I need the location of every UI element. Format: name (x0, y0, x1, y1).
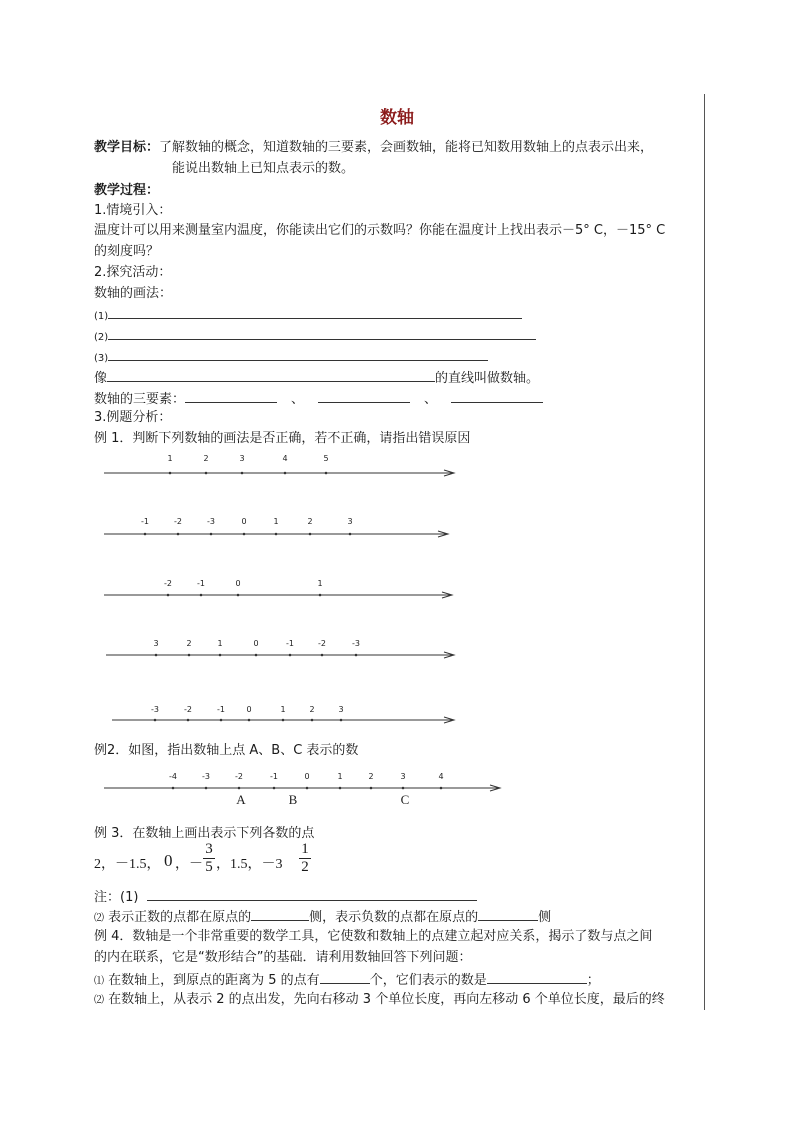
drawing-method-label: 数轴的画法： (94, 286, 173, 301)
axis-5-tick-label: -3 (151, 705, 159, 714)
step2-number: (2) (94, 332, 109, 343)
tick-mark (319, 594, 322, 597)
step1-row (94, 306, 522, 325)
example2-tick-label: 1 (337, 772, 343, 781)
tick-mark (210, 533, 213, 536)
axis-3-tick-label: 0 (235, 579, 241, 588)
tick-mark (284, 472, 287, 475)
tick-mark (282, 719, 285, 722)
axis-4-tick-label: 2 (186, 639, 192, 648)
axis-3 (100, 578, 460, 603)
axis-2-tick-label: -2 (174, 517, 182, 526)
step2-row (94, 327, 536, 346)
question1-number: ⑴ (94, 976, 104, 987)
tick-mark (177, 533, 180, 536)
note2-blank-2[interactable] (478, 908, 538, 921)
tick-mark (154, 719, 157, 722)
axis-definition-blank[interactable] (107, 369, 435, 382)
example2-tick-label: -4 (169, 772, 177, 781)
tick-mark (309, 533, 312, 536)
axis-1 (100, 455, 460, 480)
section1-line2: 的刻度吗？ (94, 244, 160, 259)
fraction-2-numerator: 1 (301, 841, 309, 857)
three-elements-label: 数轴的三要素： (94, 392, 186, 407)
axis-4-tick-label: 3 (153, 639, 159, 648)
step1-blank[interactable] (108, 306, 522, 319)
note2-text-a: 表示正数的点都在原点的 (108, 910, 252, 925)
example2-text: 例2．如图，指出数轴上点 A、B、C 表示的数 (94, 743, 359, 758)
axis-2-tick-label: -1 (141, 517, 149, 526)
axis-definition-row (94, 369, 539, 387)
like-prefix: 像 (94, 371, 108, 386)
tick-mark (144, 533, 147, 536)
example4-line2: 的内在联系，它是“数形结合”的基础．请利用数轴回答下列问题： (94, 950, 472, 965)
tick-mark (370, 787, 373, 790)
question2-number: ⑵ (94, 995, 104, 1006)
axis-5-tick-label: 2 (309, 705, 315, 714)
question1-text-a: 在数轴上，到原点的距离为 5 的点有 (108, 973, 320, 988)
axis-3-tick-label: 1 (317, 579, 323, 588)
axis-1-tick-label: 4 (282, 454, 288, 463)
example2-tick-label: 2 (368, 772, 374, 781)
section1-title: 1.情境引入： (94, 203, 172, 218)
axis-4-tick-label: 1 (217, 639, 223, 648)
axis-3-tick-label: -1 (197, 579, 205, 588)
element-blank-1[interactable] (185, 390, 277, 403)
example2-tick-label: -2 (235, 772, 243, 781)
tick-mark (325, 472, 328, 475)
axis-5-ticks (151, 705, 344, 721)
tick-mark (200, 594, 203, 597)
axis-2-tick-label: 3 (347, 517, 353, 526)
objective-text-1: 了解数轴的概念，知道数轴的三要素，会画数轴，能将已知数用数轴上的点表示出来， (159, 140, 654, 155)
step3-row (94, 348, 488, 367)
axis-1-tick-label: 1 (167, 454, 173, 463)
axis-2-tick-label: 2 (307, 517, 313, 526)
axis-5-tick-label: 3 (338, 705, 344, 714)
tick-mark (243, 533, 246, 536)
example2-tick-label: 4 (438, 772, 444, 781)
element-blank-2[interactable] (318, 390, 410, 403)
fraction-3-5 (203, 841, 215, 876)
axis-4-tick-label: -3 (352, 639, 360, 648)
fraction-1-2 (299, 841, 311, 876)
objective-label: 教学目标： (94, 140, 160, 155)
tick-mark (248, 719, 251, 722)
tick-mark (306, 787, 309, 790)
three-elements-row (94, 390, 543, 408)
tick-mark (219, 654, 222, 657)
number-zero: 0 (164, 851, 173, 870)
tick-mark (321, 654, 324, 657)
example2-axis (100, 768, 510, 808)
example2-ticks (169, 772, 444, 789)
question2-text: 在数轴上，从表示 2 的点出发，先向右移动 3 个单位长度，再向左移动 6 个单位长度，最后的终 (108, 992, 665, 1007)
tick-mark (205, 472, 208, 475)
element-blank-3[interactable] (451, 390, 543, 403)
question1-text-b: 个，它们表示的数是 (369, 973, 487, 988)
axis-1-tick-label: 2 (203, 454, 209, 463)
objective-text-2: 能说出数轴上已知点表示的数。 (172, 161, 355, 176)
tick-mark (169, 472, 172, 475)
tick-mark (311, 719, 314, 722)
axis-2-tick-label: -3 (207, 517, 215, 526)
example1-text: 例 1．判断下列数轴的画法是否正确，若不正确，请指出错误原因 (94, 431, 471, 446)
objective-row (94, 140, 653, 156)
axis-3-tick-label: -2 (164, 579, 172, 588)
note2-text-c: 侧 (538, 910, 552, 925)
point-c-label: C (400, 792, 410, 807)
point-b-label: B (288, 792, 298, 807)
tick-mark (339, 787, 342, 790)
step3-number: (3) (94, 353, 109, 364)
axis-2-ticks (141, 517, 353, 535)
axis-1-tick-label: 3 (239, 454, 245, 463)
example3-text: 例 3．在数轴上画出表示下列各数的点 (94, 826, 315, 841)
axis-3-ticks (164, 579, 323, 596)
page-border-line (704, 94, 705, 1010)
tick-mark (440, 787, 443, 790)
tick-mark (241, 472, 244, 475)
axis-4-ticks (153, 639, 360, 656)
numbers-neg: ，－ (175, 857, 203, 872)
note2-blank-1[interactable] (251, 908, 309, 921)
point-a-label: A (236, 792, 246, 807)
question1-blank-1[interactable] (320, 971, 370, 984)
tick-mark (273, 787, 276, 790)
section3-title: 3.例题分析： (94, 410, 172, 425)
tick-mark (340, 719, 343, 722)
step3-blank-b[interactable] (188, 348, 488, 361)
axis-4 (100, 638, 460, 663)
tick-mark (289, 654, 292, 657)
tick-mark (205, 787, 208, 790)
axis-5 (100, 703, 460, 728)
axis-2-tick-label: 0 (241, 517, 247, 526)
tick-mark (238, 787, 241, 790)
numbers-part-a: 2，－1.5， (94, 857, 161, 872)
separator-2: 、 (424, 392, 438, 407)
tick-mark (349, 533, 352, 536)
question2-row (94, 992, 665, 1009)
example2-tick-label: 3 (400, 772, 406, 781)
step3-blank-a[interactable] (108, 348, 188, 361)
example2-tick-label: 0 (304, 772, 310, 781)
tick-mark (237, 594, 240, 597)
process-label: 教学过程： (94, 183, 160, 198)
tick-mark (188, 654, 191, 657)
axis-2 (100, 516, 460, 541)
page-title: 数轴 (380, 108, 414, 128)
example4-line1: 例 4．数轴是一个非常重要的数学工具，它使数和数轴上的点建立起对应关系，揭示了数与点之间 (94, 929, 653, 944)
axis-1-tick-label: 5 (323, 454, 329, 463)
axis-5-tick-label: 1 (280, 705, 286, 714)
example2-tick-label: -3 (202, 772, 210, 781)
tick-mark (255, 654, 258, 657)
axis-5-tick-label: -1 (217, 705, 225, 714)
numbers-mid: ，1.5，－3 (216, 857, 283, 872)
like-suffix: 的直线叫做数轴。 (435, 371, 540, 386)
section2-title: 2.探究活动： (94, 265, 172, 280)
step2-blank[interactable] (108, 327, 536, 340)
tick-mark (167, 594, 170, 597)
fraction-1-denominator: 5 (203, 858, 215, 876)
section1-line1: 温度计可以用来测量室内温度，你能读出它们的示数吗？你能在温度计上找出表示－5° C，－15° C (94, 223, 666, 238)
question1-text-c: ； (586, 973, 600, 988)
tick-mark (187, 719, 190, 722)
fraction-2-denominator: 2 (299, 858, 311, 876)
note1-blank[interactable] (147, 888, 477, 901)
step1-number: (1) (94, 311, 109, 322)
note2-number: ⑵ (94, 913, 104, 924)
axis-1-ticks (167, 454, 328, 474)
note2-text-b: 侧，表示负数的点都在原点的 (309, 910, 479, 925)
tick-mark (355, 654, 358, 657)
axis-4-tick-label: 0 (253, 639, 259, 648)
tick-mark (220, 719, 223, 722)
fraction-1-numerator: 3 (205, 841, 213, 857)
example2-tick-label: -1 (270, 772, 278, 781)
tick-mark (275, 533, 278, 536)
axis-5-tick-label: -2 (184, 705, 192, 714)
axis-4-tick-label: -2 (318, 639, 326, 648)
axis-5-tick-label: 0 (246, 705, 252, 714)
question1-blank-2[interactable] (487, 971, 587, 984)
tick-mark (172, 787, 175, 790)
tick-mark (155, 654, 158, 657)
note2-row (94, 908, 551, 927)
question1-row (94, 971, 600, 990)
axis-2-tick-label: 1 (273, 517, 279, 526)
note-label: 注：(1) (94, 890, 139, 905)
note1-row (94, 888, 477, 906)
separator-1: 、 (291, 392, 305, 407)
axis-4-tick-label: -1 (286, 639, 294, 648)
tick-mark (402, 787, 405, 790)
